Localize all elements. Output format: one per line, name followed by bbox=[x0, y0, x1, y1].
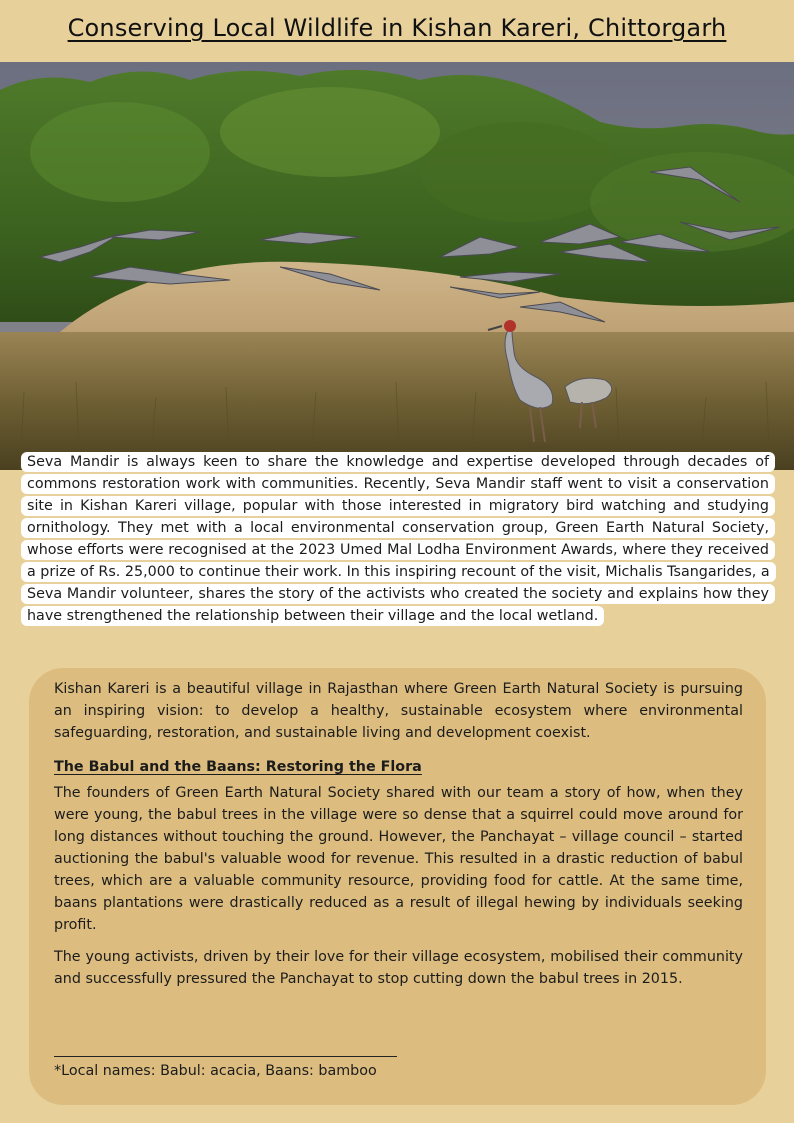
story-panel bbox=[29, 668, 766, 1105]
story-paragraph-3: The young activists, driven by their love for their village ecosystem, mobilised their community and successfully pressured the Panchayat to stop cutting down the babul trees in 2015. bbox=[54, 949, 743, 987]
section-heading: The Babul and the Baans: Restoring the Flora bbox=[54, 759, 422, 775]
story-paragraph-1: Kishan Kareri is a beautiful village in Rajasthan where Green Earth Natural Society is pursuing an inspiring vision: to develop a healthy, sustainable ecosystem where environmental safeguarding, restoration, and sustainable living and development coexist. bbox=[54, 681, 743, 741]
intro-text: Seva Mandir is always keen to share the knowledge and expertise developed through decades of commons restoration work with communities. Recently, Seva Mandir staff went to visit a conservation site in Kishan Kareri village, popular with those interested in migratory bird watching and studying ornithology. They met with a local environmental conservation group, Green Earth Natural Society, whose efforts were recognised at the 2023 Umed Mal Lodha Environment Awards, where they received a prize of Rs. 25,000 to continue their work. In this inspiring recount of the visit, Michalis Tsangarides, a Seva Mandir volunteer, shares the story of the activists who created the society and explains how they have strengthened the relationship between their village and the local wetland. bbox=[21, 452, 776, 626]
page-title: Conserving Local Wildlife in Kishan Kareri, Chittorgarh bbox=[67, 14, 727, 42]
story-paragraph-2: The founders of Green Earth Natural Society shared with our team a story of how, when they were young, the babul trees in the village were so dense that a squirrel could move around for long distances without touching the ground. However, the Panchayat – village council – started auctioning the babul's valuable wood for revenue. This resulted in a drastic reduction of babul trees, which are a valuable community resource, providing food for cattle. At the same time, baans plantations were drastically reduced as a result of illegal hewing by individuals seeking profit. bbox=[54, 785, 743, 933]
footnote-divider bbox=[54, 1056, 397, 1057]
story-body bbox=[54, 678, 743, 1000]
header-photo bbox=[0, 62, 794, 470]
intro-paragraph bbox=[21, 451, 775, 627]
footnote: *Local names: Babul: acacia, Baans: bamboo bbox=[54, 1063, 377, 1079]
